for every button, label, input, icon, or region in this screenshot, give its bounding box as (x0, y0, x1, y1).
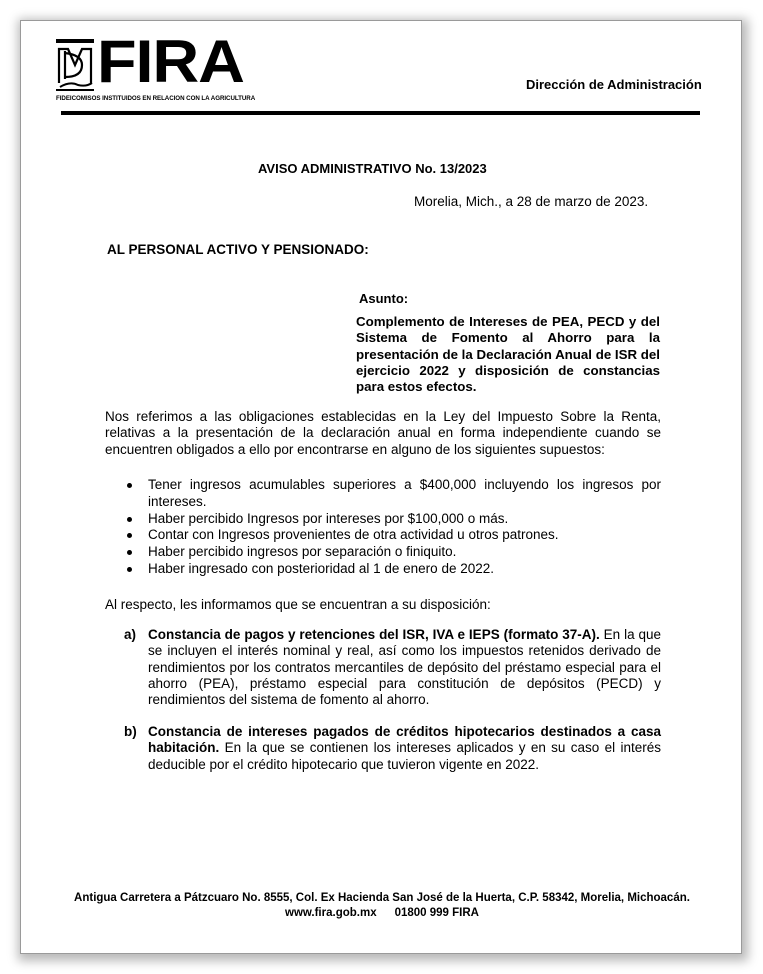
condition-item: Haber ingresado con posterioridad al 1 de enero de 2022. (124, 561, 661, 578)
document-description: En la que se incluyen el interés nominal y real, así como los impuestos retenidos derivado de rendimientos por los contratos mercantiles de depósito del préstamo especial para el ahorro (PEA), préstamo especial para constitución de depósitos (PECD) y rendimientos del sistema de fomento al ahorro. (148, 627, 662, 708)
footer (21, 891, 743, 921)
notice-title: AVISO ADMINISTRATIVO No. 13/2023 (258, 161, 487, 176)
subject-label: Asunto: (359, 291, 409, 306)
bullet-icon (127, 567, 132, 572)
item-marker: a) (124, 627, 137, 642)
bullet-icon (127, 533, 132, 538)
document-page (20, 20, 742, 954)
document-item (124, 627, 661, 708)
header-divider (61, 111, 700, 115)
conditions-list (124, 477, 661, 578)
document-title: Constancia de pagos y retenciones del ISR, IVA e IEPS (formato 37-A). (148, 627, 600, 642)
document-description: En la que se contienen los intereses aplicados y en su caso el interés deducible por el crédito hipotecario que tuvieron vigente en 2022. (148, 740, 661, 772)
document-item (124, 724, 661, 773)
fira-emblem-icon (56, 39, 94, 91)
footer-address: Antigua Carretera a Pátzcuaro No. 8555, Col. Ex Hacienda San José de la Huerta, C.P. 58342, Morelia, Michoacán. (74, 892, 690, 904)
footer-phone: 01800 999 FIRA (394, 907, 479, 919)
condition-item: Haber percibido Ingresos por intereses por $100,000 o más. (124, 511, 661, 528)
document-title: Constancia de intereses pagados de créditos hipotecarios destinados a casa habitación. (148, 724, 661, 756)
bullet-icon (127, 483, 132, 488)
logo-tagline: FIDEICOMISOS INSTITUIDOS EN RELACION CON LA AGRICULTURA (56, 95, 256, 102)
bullet-icon (127, 517, 132, 522)
fira-logo (56, 28, 256, 102)
footer-website-link[interactable]: www.fira.gob.mx (285, 907, 377, 919)
footer-contact (21, 906, 743, 921)
intro-paragraph: Nos referimos a las obligaciones establecidas en la Ley del Impuesto Sobre la Renta, relativas a la presentación de la declaración anual en forma independiente cuando se encuentren obligados a ello por encontrarse en alguno de los siguientes supuestos: (105, 409, 661, 457)
department-name: Dirección de Administración (526, 77, 702, 92)
subject-text: Complemento de Intereses de PEA, PECD y del Sistema de Fomento al Ahorro para la presentación de la Declaración Anual de ISR del ejercicio 2022 y disposición de constancias para estos efectos. (356, 314, 660, 395)
bullet-icon (127, 550, 132, 555)
availability-paragraph: Al respecto, les informamos que se encuentran a su disposición: (105, 597, 491, 612)
addressee: AL PERSONAL ACTIVO Y PENSIONADO: (107, 242, 369, 257)
document-list-item-b (124, 724, 661, 773)
place-date: Morelia, Mich., a 28 de marzo de 2023. (414, 194, 649, 209)
condition-item: Haber percibido ingresos por separación o finiquito. (124, 544, 661, 561)
logo-wordmark: FIRA (97, 28, 244, 95)
item-marker: b) (124, 724, 137, 739)
document-list-item-a (124, 627, 661, 708)
condition-item: Contar con Ingresos provenientes de otra actividad u otros patrones. (124, 527, 661, 544)
condition-item: Tener ingresos acumulables superiores a $400,000 incluyendo los ingresos por intereses. (124, 477, 661, 511)
